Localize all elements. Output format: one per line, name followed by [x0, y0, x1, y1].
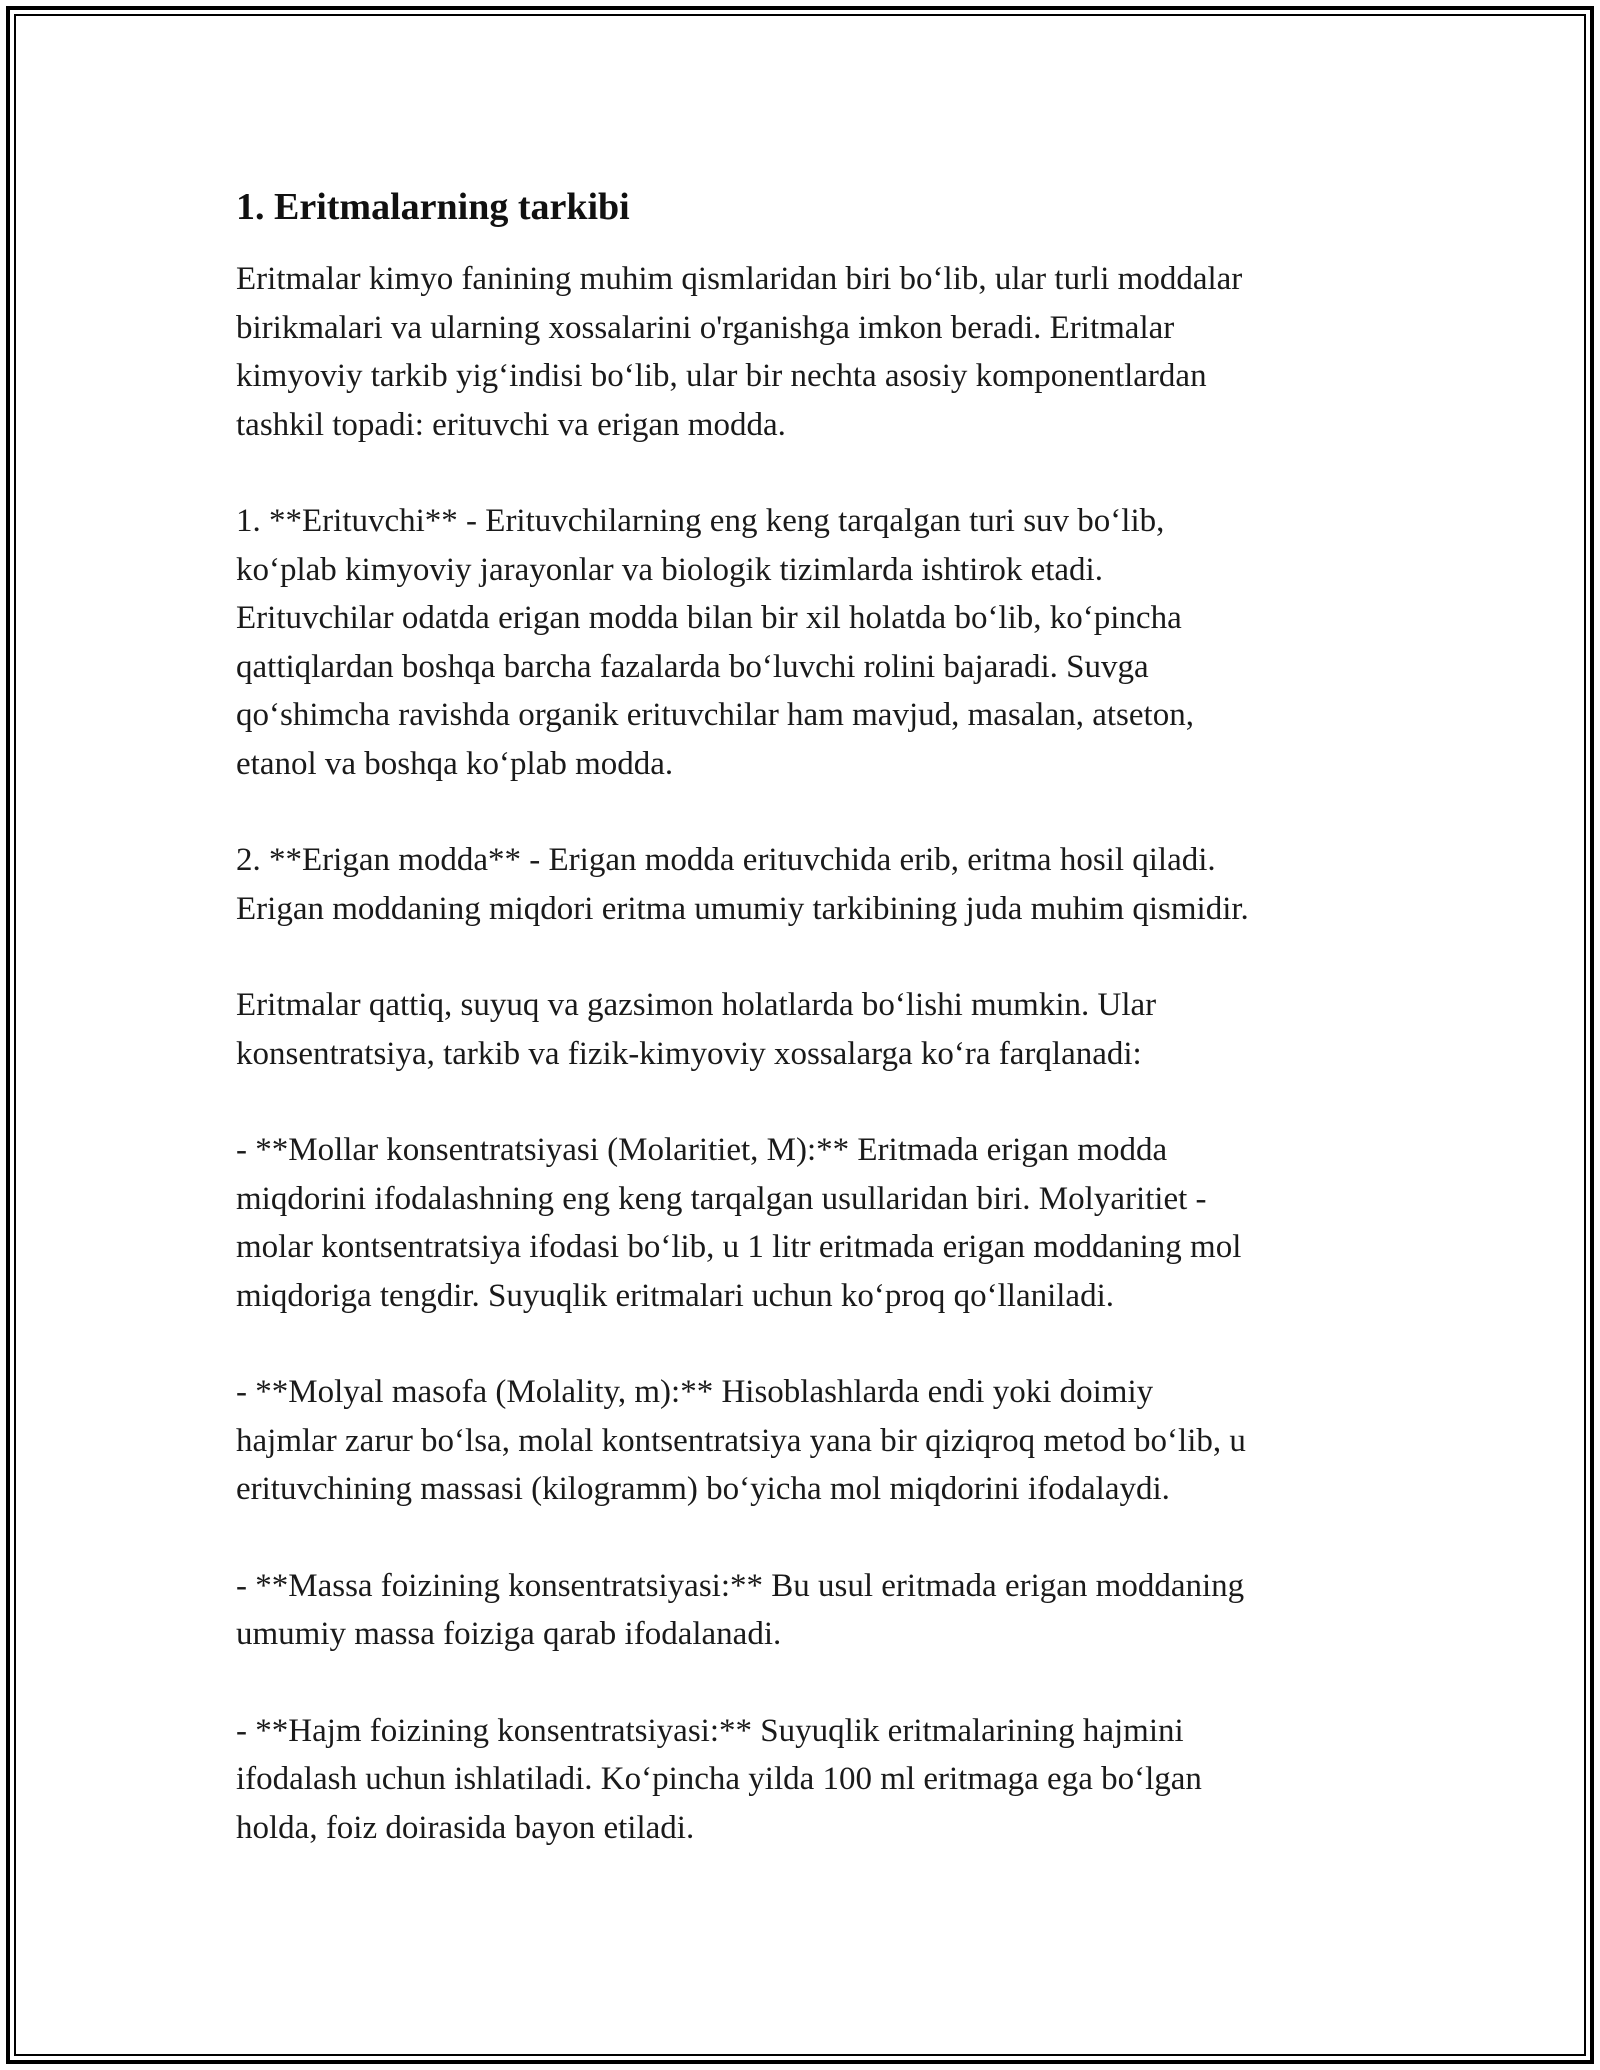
- paragraph-erituvchi: [236, 497, 1376, 788]
- paragraph-massa-foiz: [236, 1562, 1376, 1659]
- text-line: etanol va boshqa ko‘plab modda.: [236, 745, 674, 782]
- text-line: holda, foiz doirasida bayon etiladi.: [236, 1809, 695, 1846]
- paragraph-molaritiet: [236, 1126, 1376, 1320]
- paragraph-molality: [236, 1368, 1376, 1514]
- text-line: hajmlar zarur bo‘lsa, molal kontsentratsiya yana bir qiziqroq metod bo‘lib, u: [236, 1422, 1246, 1459]
- text-line: umumiy massa foiziga qarab ifodalanadi.: [236, 1616, 782, 1652]
- text-line: - **Massa foizining konsentratsiyasi:** Bu usul eritmada erigan moddaning: [236, 1567, 1245, 1604]
- text-line: - **Molyal masofa (Molality, m):** Hisoblashlarda endi yoki doimiy: [236, 1374, 1154, 1410]
- text-line: miqdoriga tengdir. Suyuqlik eritmalari uchun ko‘proq qo‘llaniladi.: [236, 1277, 1114, 1314]
- text-line: Erituvchilar odatda erigan modda bilan bir xil holatda bo‘lib, ko‘pincha: [236, 600, 1182, 636]
- text-line: birikmalari va ularning xossalarini o'rganishga imkon beradi. Eritmalar: [236, 309, 1175, 346]
- text-line: ko‘plab kimyoviy jarayonlar va biologik tizimlarda ishtirok etadi.: [236, 551, 1103, 588]
- text-line: Eritmalar qattiq, suyuq va gazsimon holatlarda bo‘lishi mumkin. Ular: [236, 987, 1157, 1023]
- paragraph-hajm-foiz: [236, 1707, 1376, 1853]
- text-line: Erigan moddaning miqdori eritma umumiy tarkibining juda muhim qismidir.: [236, 890, 1249, 927]
- text-line: molar kontsentratsiya ifodasi bo‘lib, u 1 litr eritmada erigan moddaning mol: [236, 1229, 1242, 1265]
- text-line: tashkil topadi: erituvchi va erigan modda.: [236, 406, 786, 443]
- paragraph-holatlar: [236, 981, 1376, 1078]
- document-body: [236, 183, 1376, 1900]
- text-line: 1. **Erituvchi** - Erituvchilarning eng keng tarqalgan turi suv bo‘lib,: [236, 503, 1165, 539]
- section-heading: 1. Eritmalarning tarkibi: [236, 186, 630, 228]
- text-line: kimyoviy tarkib yig‘indisi bo‘lib, ular bir nechta asosiy komponentlardan: [236, 358, 1207, 394]
- paragraph-erigan-modda: [236, 836, 1376, 933]
- text-line: konsentratsiya, tarkib va fizik-kimyoviy xossalarga ko‘ra farqlanadi:: [236, 1035, 1142, 1072]
- text-line: - **Mollar konsentratsiyasi (Molaritiet, M):** Eritmada erigan modda: [236, 1132, 1168, 1168]
- text-line: qo‘shimcha ravishda organik erituvchilar ham mavjud, masalan, atseton,: [236, 697, 1194, 733]
- text-line: miqdorini ifodalashning eng keng tarqalgan usullaridan biri. Molyaritiet -: [236, 1180, 1207, 1217]
- text-line: erituvchining massasi (kilogramm) bo‘yicha mol miqdorini ifodalaydi.: [236, 1471, 1170, 1507]
- text-line: 2. **Erigan modda** - Erigan modda erituvchida erib, eritma hosil qiladi.: [236, 842, 1216, 878]
- text-line: qattiqlardan boshqa barcha fazalarda bo‘luvchi rolini bajaradi. Suvga: [236, 648, 1149, 685]
- paragraph-intro: [236, 255, 1376, 449]
- text-line: ifodalash uchun ishlatiladi. Ko‘pincha yilda 100 ml eritmaga ega bo‘lgan: [236, 1761, 1202, 1797]
- text-line: Eritmalar kimyo fanining muhim qismlaridan biri bo‘lib, ular turli moddalar: [236, 261, 1243, 297]
- text-line: - **Hajm foizining konsentratsiyasi:** Suyuqlik eritmalarining hajmini: [236, 1712, 1184, 1749]
